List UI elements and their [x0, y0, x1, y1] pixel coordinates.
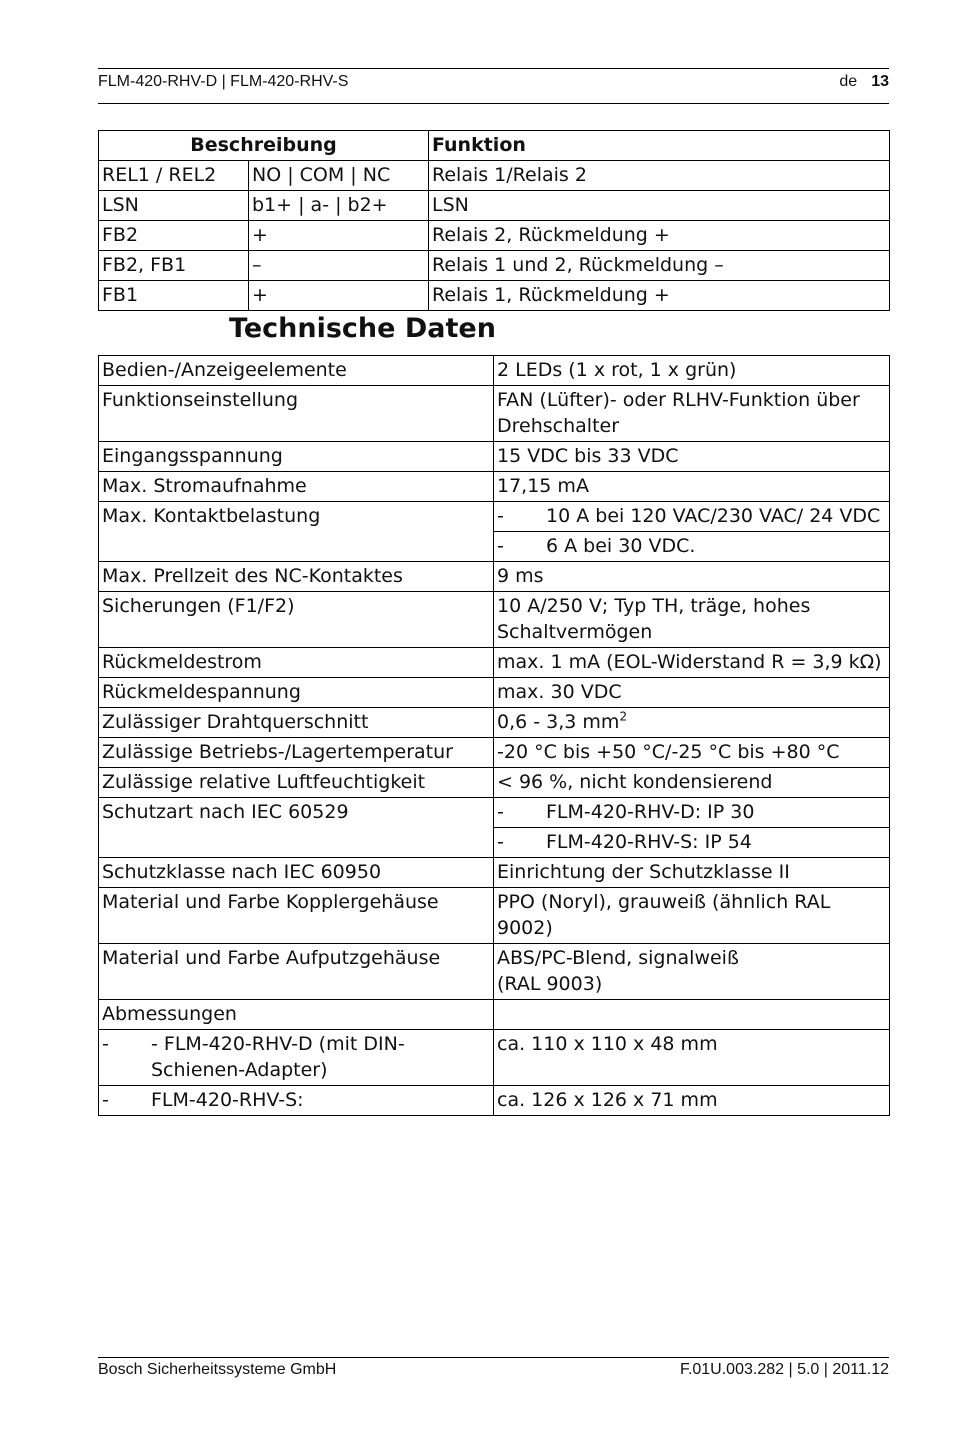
spec-label: Max. Prellzeit des NC-Kontaktes — [99, 562, 494, 592]
spec-value: 10 A/250 V; Typ TH, träge, hohes Schaltvermögen — [494, 592, 890, 648]
list-item-text: 10 A bei 120 VAC/230 VAC/ 24 VDC — [546, 505, 881, 527]
cell: b1+ | a- | b2+ — [249, 191, 429, 221]
list-item — [497, 799, 886, 825]
spec-label: Material und Farbe Kopplergehäuse — [99, 888, 494, 944]
bullet-dash: - — [102, 1089, 109, 1111]
table-row — [99, 798, 890, 828]
spec-value — [494, 798, 890, 828]
spec-label: Zulässige relative Luftfeuchtigkeit — [99, 768, 494, 798]
header-right — [839, 73, 889, 91]
bullet-dash: - — [497, 831, 504, 853]
table-row — [99, 191, 890, 221]
table-row — [99, 442, 890, 472]
spec-label: Material und Farbe Aufputzgehäuse — [99, 944, 494, 1000]
spec-label: Funktionseinstellung — [99, 386, 494, 442]
table-row — [99, 386, 890, 442]
table-row — [99, 888, 890, 944]
spec-label: Rückmeldestrom — [99, 648, 494, 678]
table-row — [99, 472, 890, 502]
page-header — [98, 68, 889, 104]
page-number: 13 — [871, 73, 889, 90]
cell: LSN — [99, 191, 249, 221]
spec-label: Schutzart nach IEC 60529 — [99, 798, 494, 858]
table-row — [99, 356, 890, 386]
spec-label — [99, 1086, 494, 1116]
table-row — [99, 251, 890, 281]
spec-label: Abmessungen — [99, 1000, 494, 1030]
cell: FB2 — [99, 221, 249, 251]
spec-value-empty — [494, 1000, 890, 1030]
spec-value — [494, 532, 890, 562]
header-lang: de — [839, 73, 858, 90]
spec-label: Max. Kontaktbelastung — [99, 502, 494, 562]
spec-table — [98, 355, 890, 1116]
col-header-funktion: Funktion — [429, 131, 890, 161]
superscript: 2 — [619, 709, 628, 724]
spec-value: 17,15 mA — [494, 472, 890, 502]
cell: FB1 — [99, 281, 249, 311]
table-row — [99, 1000, 890, 1030]
section-title: Technische Daten — [229, 313, 496, 344]
list-item-text: - FLM-420-RHV-D (mit DIN-Schienen-Adapter) — [151, 1033, 405, 1081]
cell: FB2, FB1 — [99, 251, 249, 281]
spec-value — [494, 708, 890, 738]
cell: Relais 1 und 2, Rückmeldung – — [429, 251, 890, 281]
list-item — [497, 829, 886, 855]
col-header-beschreibung: Beschreibung — [99, 131, 429, 161]
list-item — [497, 503, 886, 529]
spec-value: max. 1 mA (EOL-Widerstand R = 3,9 kΩ) — [494, 648, 890, 678]
spec-label: Zulässige Betriebs-/Lagertemperatur — [99, 738, 494, 768]
spec-value-line: (RAL 9003) — [497, 973, 603, 995]
table-row — [99, 648, 890, 678]
spec-label: Sicherungen (F1/F2) — [99, 592, 494, 648]
page-footer — [98, 1357, 889, 1378]
bullet-dash: - — [102, 1033, 109, 1055]
spec-value: 2 LEDs (1 x rot, 1 x grün) — [494, 356, 890, 386]
spec-label: Max. Stromaufnahme — [99, 472, 494, 502]
spec-value-text: 0,6 - 3,3 mm — [497, 711, 620, 733]
list-item — [102, 1031, 490, 1083]
table-row — [99, 1030, 890, 1086]
footer-docref: F.01U.003.282 | 5.0 | 2011.12 — [679, 1361, 889, 1378]
cell: + — [249, 221, 429, 251]
spec-value: ca. 110 x 110 x 48 mm — [494, 1030, 890, 1086]
spec-value: < 96 %, nicht kondensierend — [494, 768, 890, 798]
table-row — [99, 281, 890, 311]
spec-label: Bedien-/Anzeigeelemente — [99, 356, 494, 386]
bullet-dash: - — [497, 505, 504, 527]
table-row — [99, 562, 890, 592]
list-item-text: 6 A bei 30 VDC. — [546, 535, 696, 557]
cell: Relais 2, Rückmeldung + — [429, 221, 890, 251]
spec-value: FAN (Lüfter)- oder RLHV-Funktion über Drehschalter — [494, 386, 890, 442]
footer-company: Bosch Sicherheitssysteme GmbH — [98, 1361, 337, 1378]
table-row — [99, 502, 890, 532]
cell: + — [249, 281, 429, 311]
spec-value — [494, 944, 890, 1000]
list-item — [102, 1087, 490, 1113]
table-row — [99, 161, 890, 191]
spec-value — [494, 502, 890, 532]
list-item-text: FLM-420-RHV-S: — [151, 1089, 304, 1111]
spec-label: Zulässiger Drahtquerschnitt — [99, 708, 494, 738]
table-row — [99, 678, 890, 708]
table-row — [99, 944, 890, 1000]
header-product: FLM-420-RHV-D | FLM-420-RHV-S — [98, 73, 349, 90]
spec-label: Eingangsspannung — [99, 442, 494, 472]
cell: Relais 1, Rückmeldung + — [429, 281, 890, 311]
table-header-row — [99, 131, 890, 161]
cell: LSN — [429, 191, 890, 221]
spec-value: -20 °C bis +50 °C/-25 °C bis +80 °C — [494, 738, 890, 768]
table-row — [99, 738, 890, 768]
list-item-text: FLM-420-RHV-S: IP 54 — [546, 831, 752, 853]
spec-value-line: ABS/PC-Blend, signalweiß — [497, 947, 739, 969]
spec-value: ca. 126 x 126 x 71 mm — [494, 1086, 890, 1116]
spec-label: Schutzklasse nach IEC 60950 — [99, 858, 494, 888]
cell: REL1 / REL2 — [99, 161, 249, 191]
list-item-text: FLM-420-RHV-D: IP 30 — [546, 801, 755, 823]
bullet-dash: - — [497, 801, 504, 823]
spec-value: max. 30 VDC — [494, 678, 890, 708]
table-row — [99, 858, 890, 888]
list-item — [497, 533, 886, 559]
bullet-dash: - — [497, 535, 504, 557]
table-row — [99, 592, 890, 648]
spec-label: Rückmeldespannung — [99, 678, 494, 708]
spec-value — [494, 828, 890, 858]
table-row — [99, 708, 890, 738]
table-row — [99, 221, 890, 251]
spec-value: 9 ms — [494, 562, 890, 592]
cell: NO | COM | NC — [249, 161, 429, 191]
table-row — [99, 768, 890, 798]
cell: – — [249, 251, 429, 281]
spec-value: Einrichtung der Schutzklasse II — [494, 858, 890, 888]
spec-label — [99, 1030, 494, 1086]
cell: Relais 1/Relais 2 — [429, 161, 890, 191]
spec-value: PPO (Noryl), grauweiß (ähnlich RAL 9002) — [494, 888, 890, 944]
table-row — [99, 1086, 890, 1116]
spec-value: 15 VDC bis 33 VDC — [494, 442, 890, 472]
terminal-table — [98, 130, 890, 311]
